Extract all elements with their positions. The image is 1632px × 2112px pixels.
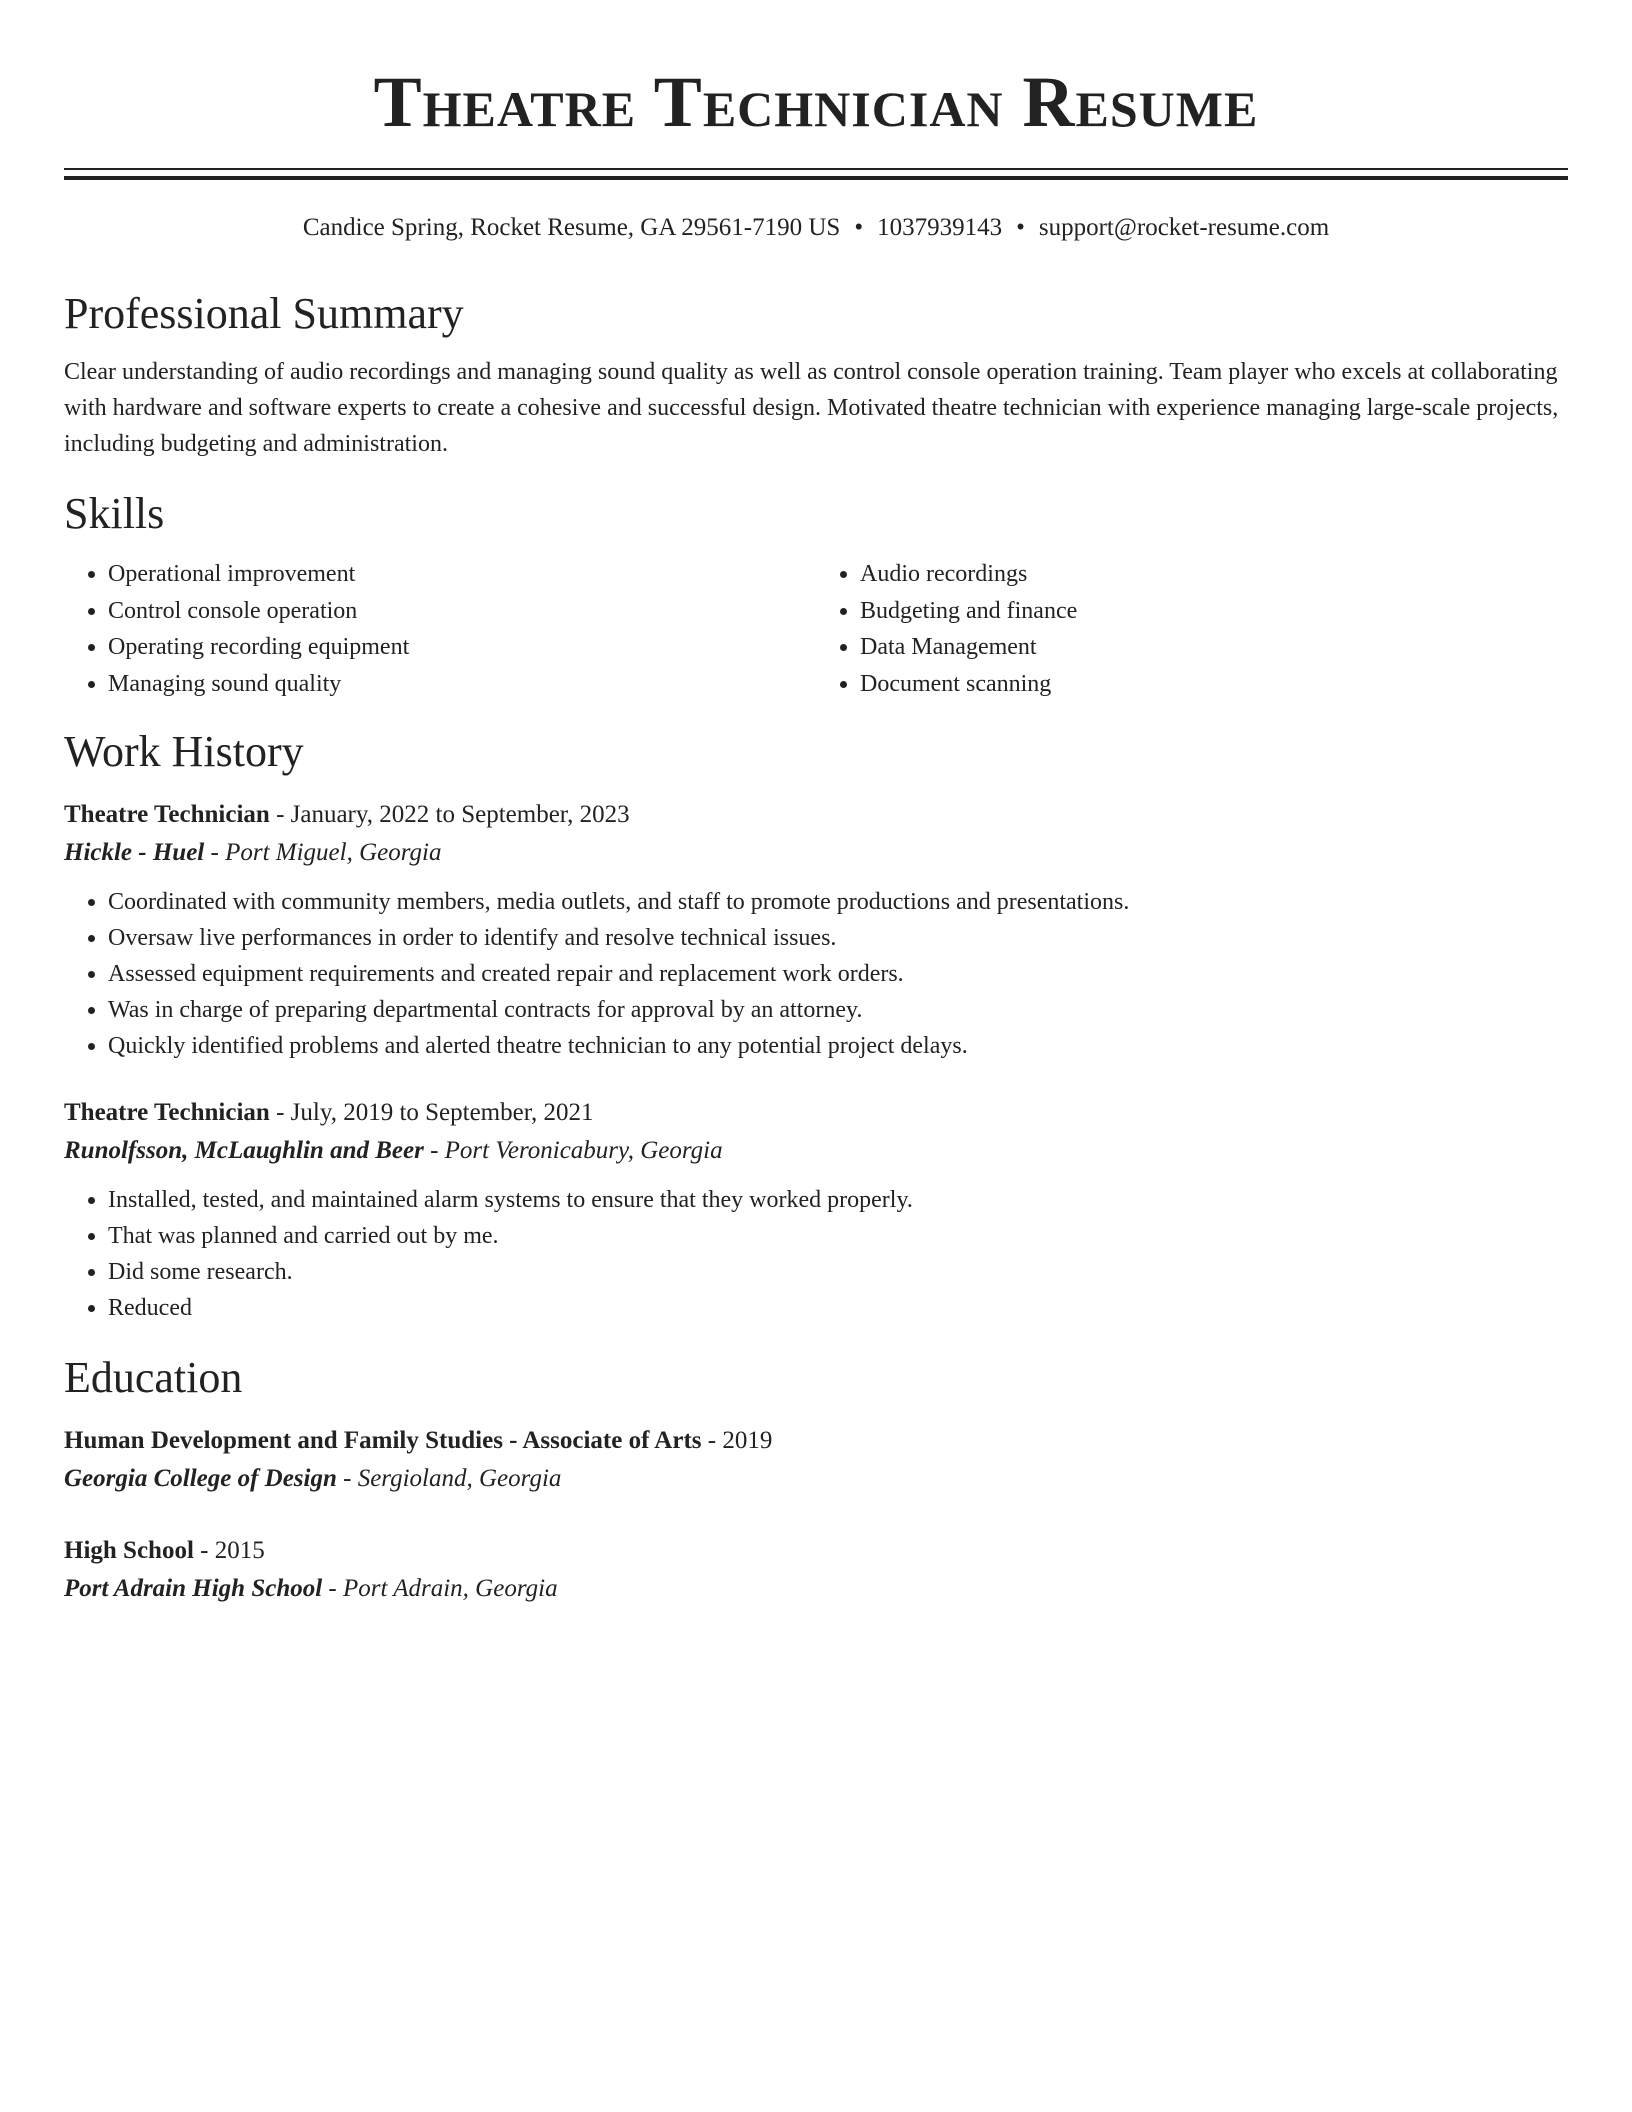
job-bullet: • That was planned and carried out by me. (108, 1218, 1568, 1254)
education-heading: Education (64, 1353, 243, 1402)
job-header (64, 796, 1568, 834)
job-bullet: • Installed, tested, and maintained alarm systems to ensure that they worked properly. (108, 1182, 1568, 1218)
job-bullet: • Assessed equipment requirements and created repair and replacement work orders. (108, 956, 1568, 992)
skills-heading: Skills (64, 489, 165, 538)
skill-item: • Audio recordings (860, 556, 1568, 593)
skill-item: • Budgeting and finance (860, 593, 1568, 630)
work-history-section (64, 726, 1568, 1326)
education-section (64, 1352, 1568, 1608)
job-bullets (64, 884, 1568, 1064)
job-header (64, 1094, 1568, 1132)
job-bullet: • Quickly identified problems and alerted theatre technician to any potential project delays. (108, 1028, 1568, 1064)
job-company: Runolfsson, McLaughlin and Beer (64, 1137, 424, 1164)
summary-text: Clear understanding of audio recordings and managing sound quality as well as control console operation training. Team player who excels at collaborating with hardware and software experts to create a cohesive and successful design. Motivated theatre technician with experience managing large-scale projects, including budgeting and administration. (64, 359, 1559, 457)
job-bullet: • Reduced (108, 1290, 1568, 1326)
skill-item: • Data Management (860, 629, 1568, 666)
education-location: - Sergioland, Georgia (336, 1465, 562, 1492)
job-entry (64, 1094, 1568, 1326)
summary-heading: Professional Summary (64, 289, 464, 338)
skill-item: • Managing sound quality (108, 666, 816, 703)
job-location: - Port Miguel, Georgia (204, 839, 442, 866)
job-employer-line (64, 1132, 1568, 1170)
job-entry (64, 796, 1568, 1064)
contact-email: support@rocket-resume.com (1038, 214, 1330, 241)
education-header (64, 1532, 1568, 1570)
skill-item: • Operating recording equipment (108, 629, 816, 666)
education-location: - Port Adrain, Georgia (322, 1575, 558, 1602)
education-school-line (64, 1570, 1568, 1608)
work-history-heading: Work History (64, 727, 304, 776)
education-year: - 2015 (193, 1537, 265, 1564)
education-entry (64, 1422, 1568, 1498)
job-bullet: • Did some research. (108, 1254, 1568, 1290)
education-year: - 2019 (701, 1427, 773, 1454)
education-school-line (64, 1460, 1568, 1498)
skills-section (64, 488, 1568, 702)
skill-item: • Control console operation (108, 593, 816, 630)
skills-columns (64, 556, 1568, 702)
job-bullet: • Was in charge of preparing departmental contracts for approval by an attorney. (108, 992, 1568, 1028)
summary-section (64, 288, 1568, 462)
skills-right-list (816, 556, 1568, 702)
skill-item: • Operational improvement (108, 556, 816, 593)
job-bullets (64, 1182, 1568, 1326)
title-divider-thin (64, 168, 1568, 170)
job-bullet: • Coordinated with community members, media outlets, and staff to promote productions and presentations. (108, 884, 1568, 920)
contact-separator: • (1016, 214, 1025, 241)
job-dates: - July, 2019 to September, 2021 (269, 1099, 594, 1126)
job-dates: - January, 2022 to September, 2023 (269, 801, 630, 828)
education-school: Georgia College of Design (64, 1465, 337, 1492)
contact-phone: 1037939143 (877, 214, 1003, 241)
resume-title: Theatre Technician Resume (373, 62, 1259, 142)
job-employer-line (64, 834, 1568, 872)
contact-separator: • (854, 214, 864, 241)
job-location: - Port Veronicabury, Georgia (423, 1137, 723, 1164)
job-title: Theatre Technician (64, 1099, 270, 1126)
contact-line (64, 212, 1568, 244)
title-divider-thick (64, 176, 1568, 180)
job-company: Hickle - Huel (64, 839, 205, 866)
education-header (64, 1422, 1568, 1460)
contact-address: Candice Spring, Rocket Resume, GA 29561-7190 US (302, 214, 841, 241)
skills-left-list (64, 556, 816, 702)
skill-item: • Document scanning (860, 666, 1568, 703)
education-degree: Human Development and Family Studies - Associate of Arts (64, 1427, 702, 1454)
job-bullet: • Oversaw live performances in order to identify and resolve technical issues. (108, 920, 1568, 956)
education-degree: High School (64, 1537, 194, 1564)
education-school: Port Adrain High School (64, 1575, 323, 1602)
job-title: Theatre Technician (64, 801, 270, 828)
education-entry (64, 1532, 1568, 1608)
